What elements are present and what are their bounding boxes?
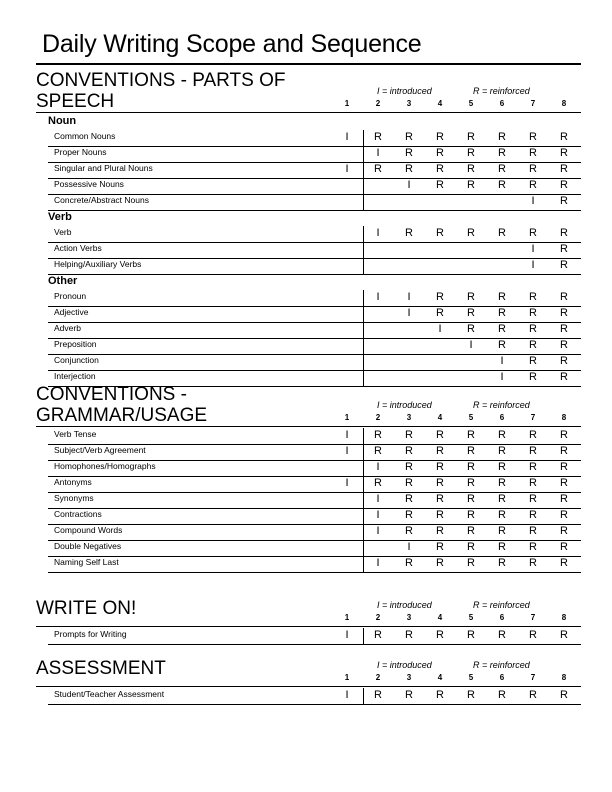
table-row xyxy=(48,162,581,179)
grade-8-mark: R xyxy=(560,307,568,319)
grade-7-mark: R xyxy=(529,355,537,367)
grade-8-mark: R xyxy=(560,291,568,303)
table-row xyxy=(48,428,581,445)
row-label: Concrete/Abstract Nouns xyxy=(54,195,149,205)
table-row xyxy=(48,628,581,645)
grade-8-mark: R xyxy=(560,131,568,143)
grade-7-mark: I xyxy=(531,259,535,271)
grade-4-mark: R xyxy=(436,307,444,319)
grade-2-mark: R xyxy=(374,689,382,701)
grade-6-mark: R xyxy=(498,509,506,521)
grade-5-mark: I xyxy=(469,339,473,351)
row-label: Contractions xyxy=(54,509,102,519)
grade-2-mark: I xyxy=(376,461,380,473)
grade-7-mark: R xyxy=(529,323,537,335)
grade-6-mark: R xyxy=(498,339,506,351)
table-row xyxy=(48,194,581,211)
grade-6-mark: R xyxy=(498,131,506,143)
grade-7-mark: R xyxy=(529,557,537,569)
grade-7-mark: R xyxy=(529,477,537,489)
section-rule xyxy=(36,686,581,687)
grade-3-mark: R xyxy=(405,689,413,701)
row-label: Adjective xyxy=(54,307,89,317)
grade-3-mark: R xyxy=(405,131,413,143)
row-label: Adverb xyxy=(54,323,81,333)
legend-reinforced: R = reinforced xyxy=(473,600,530,610)
section-rule xyxy=(36,426,581,427)
table-row xyxy=(48,688,581,705)
row-label: Proper Nouns xyxy=(54,147,107,157)
grade-header-8: 8 xyxy=(561,99,567,108)
grade-5-mark: R xyxy=(467,291,475,303)
grade-header-8: 8 xyxy=(561,613,567,622)
grade-4-mark: R xyxy=(436,629,444,641)
row-label: Common Nouns xyxy=(54,131,116,141)
grade-header-2: 2 xyxy=(375,413,381,422)
grade-7-mark: R xyxy=(529,179,537,191)
column-separator xyxy=(363,370,364,386)
grade-header-7: 7 xyxy=(530,673,536,682)
group-heading-other: Other xyxy=(48,275,78,287)
grade-6-mark: R xyxy=(498,525,506,537)
grade-2-mark: R xyxy=(374,163,382,175)
grade-5-mark: R xyxy=(467,323,475,335)
column-separator xyxy=(363,556,364,572)
grade-2-mark: R xyxy=(374,477,382,489)
row-label: Homophones/Homographs xyxy=(54,461,156,471)
grade-7-mark: R xyxy=(529,131,537,143)
grade-3-mark: I xyxy=(407,179,411,191)
grade-2-mark: I xyxy=(376,147,380,159)
grade-8-mark: R xyxy=(560,629,568,641)
column-separator xyxy=(363,508,364,524)
row-label: Naming Self Last xyxy=(54,557,119,567)
column-separator xyxy=(363,306,364,322)
grade-header-8: 8 xyxy=(561,413,567,422)
table-row xyxy=(48,290,581,307)
grade-1-mark: I xyxy=(345,445,349,457)
grade-6-mark: R xyxy=(498,557,506,569)
grade-header-5: 5 xyxy=(468,99,474,108)
grade-5-mark: R xyxy=(467,557,475,569)
grade-7-mark: I xyxy=(531,243,535,255)
row-label: Compound Words xyxy=(54,525,123,535)
grade-2-mark: I xyxy=(376,557,380,569)
table-row xyxy=(48,524,581,541)
column-separator xyxy=(363,194,364,210)
grade-8-mark: R xyxy=(560,323,568,335)
grade-header-3: 3 xyxy=(406,413,412,422)
grade-4-mark: R xyxy=(436,291,444,303)
column-separator xyxy=(363,476,364,492)
legend-introduced: I = introduced xyxy=(377,400,432,410)
grade-7-mark: I xyxy=(531,195,535,207)
grade-1-mark: I xyxy=(345,131,349,143)
section-title: GRAMMAR/USAGE xyxy=(36,405,208,426)
grade-header-1: 1 xyxy=(344,413,350,422)
section-title: SPEECH xyxy=(36,91,115,112)
grade-header-6: 6 xyxy=(499,99,505,108)
row-label: Singular and Plural Nouns xyxy=(54,163,153,173)
grade-7-mark: R xyxy=(529,339,537,351)
table-row xyxy=(48,322,581,339)
table-row xyxy=(48,178,581,195)
grade-8-mark: R xyxy=(560,259,568,271)
column-separator xyxy=(363,428,364,444)
legend-introduced: I = introduced xyxy=(377,600,432,610)
grade-6-mark: R xyxy=(498,445,506,457)
grade-3-mark: R xyxy=(405,163,413,175)
grade-header-2: 2 xyxy=(375,613,381,622)
grade-1-mark: I xyxy=(345,477,349,489)
grade-1-mark: I xyxy=(345,429,349,441)
legend-reinforced: R = reinforced xyxy=(473,660,530,670)
grade-8-mark: R xyxy=(560,509,568,521)
grade-6-mark: R xyxy=(498,323,506,335)
grade-4-mark: R xyxy=(436,461,444,473)
row-label: Subject/Verb Agreement xyxy=(54,445,146,455)
grade-8-mark: R xyxy=(560,227,568,239)
grade-2-mark: I xyxy=(376,493,380,505)
section-rule xyxy=(36,626,581,627)
grade-5-mark: R xyxy=(467,147,475,159)
grade-header-3: 3 xyxy=(406,613,412,622)
grade-6-mark: R xyxy=(498,629,506,641)
grade-header-7: 7 xyxy=(530,413,536,422)
grade-6-mark: R xyxy=(498,689,506,701)
grade-5-mark: R xyxy=(467,445,475,457)
grade-8-mark: R xyxy=(560,179,568,191)
grade-5-mark: R xyxy=(467,629,475,641)
grade-header-6: 6 xyxy=(499,413,505,422)
grade-1-mark: I xyxy=(345,629,349,641)
grade-5-mark: R xyxy=(467,179,475,191)
table-row xyxy=(48,354,581,371)
grade-7-mark: R xyxy=(529,291,537,303)
table-row xyxy=(48,444,581,461)
grade-7-mark: R xyxy=(529,429,537,441)
title-divider xyxy=(36,63,581,65)
table-row xyxy=(48,556,581,573)
grade-2-mark: R xyxy=(374,429,382,441)
grade-8-mark: R xyxy=(560,243,568,255)
column-separator xyxy=(363,290,364,306)
grade-6-mark: R xyxy=(498,291,506,303)
grade-header-5: 5 xyxy=(468,413,474,422)
grade-header-6: 6 xyxy=(499,613,505,622)
grade-4-mark: R xyxy=(436,445,444,457)
row-label: Synonyms xyxy=(54,493,94,503)
grade-header-2: 2 xyxy=(375,99,381,108)
grade-3-mark: I xyxy=(407,541,411,553)
grade-header-1: 1 xyxy=(344,613,350,622)
row-label: Helping/Auxiliary Verbs xyxy=(54,259,142,269)
grade-4-mark: R xyxy=(436,429,444,441)
column-separator xyxy=(363,688,364,704)
grade-6-mark: R xyxy=(498,477,506,489)
grade-8-mark: R xyxy=(560,195,568,207)
grade-3-mark: I xyxy=(407,307,411,319)
row-label: Student/Teacher Assessment xyxy=(54,689,165,699)
grade-header-6: 6 xyxy=(499,673,505,682)
grade-6-mark: I xyxy=(500,355,504,367)
section-title: CONVENTIONS - PARTS OF xyxy=(36,70,286,91)
grade-7-mark: R xyxy=(529,147,537,159)
grade-header-2: 2 xyxy=(375,673,381,682)
table-row xyxy=(48,338,581,355)
grade-8-mark: R xyxy=(560,445,568,457)
grade-4-mark: R xyxy=(436,131,444,143)
grade-6-mark: R xyxy=(498,493,506,505)
column-separator xyxy=(363,540,364,556)
grade-3-mark: R xyxy=(405,525,413,537)
grade-8-mark: R xyxy=(560,429,568,441)
grade-4-mark: R xyxy=(436,227,444,239)
column-separator xyxy=(363,338,364,354)
row-label: Pronoun xyxy=(54,291,87,301)
grade-2-mark: R xyxy=(374,131,382,143)
grade-7-mark: R xyxy=(529,307,537,319)
table-row xyxy=(48,306,581,323)
column-separator xyxy=(363,444,364,460)
legend-introduced: I = introduced xyxy=(377,86,432,96)
grade-8-mark: R xyxy=(560,461,568,473)
table-row xyxy=(48,146,581,163)
column-separator xyxy=(363,226,364,242)
grade-header-7: 7 xyxy=(530,99,536,108)
column-separator xyxy=(363,146,364,162)
grade-4-mark: R xyxy=(436,689,444,701)
column-separator xyxy=(363,130,364,146)
grade-header-8: 8 xyxy=(561,673,567,682)
column-separator xyxy=(363,258,364,274)
row-label: Preposition xyxy=(54,339,97,349)
row-label: Antonyms xyxy=(54,477,92,487)
row-label: Possessive Nouns xyxy=(54,179,124,189)
grade-5-mark: R xyxy=(467,509,475,521)
column-separator xyxy=(363,354,364,370)
grade-4-mark: R xyxy=(436,163,444,175)
grade-4-mark: R xyxy=(436,147,444,159)
grade-5-mark: R xyxy=(467,461,475,473)
grade-6-mark: R xyxy=(498,227,506,239)
grade-7-mark: R xyxy=(529,371,537,383)
grade-5-mark: R xyxy=(467,541,475,553)
table-row xyxy=(48,540,581,557)
row-label: Conjunction xyxy=(54,355,99,365)
grade-5-mark: R xyxy=(467,689,475,701)
grade-6-mark: R xyxy=(498,429,506,441)
grade-header-5: 5 xyxy=(468,673,474,682)
column-separator xyxy=(363,162,364,178)
grade-2-mark: I xyxy=(376,291,380,303)
grade-7-mark: R xyxy=(529,541,537,553)
grade-2-mark: R xyxy=(374,629,382,641)
grade-8-mark: R xyxy=(560,557,568,569)
grade-2-mark: I xyxy=(376,525,380,537)
grade-5-mark: R xyxy=(467,307,475,319)
grade-2-mark: R xyxy=(374,445,382,457)
page-title: Daily Writing Scope and Sequence xyxy=(42,30,422,58)
grade-header-4: 4 xyxy=(437,613,443,622)
grade-4-mark: I xyxy=(438,323,442,335)
grade-header-3: 3 xyxy=(406,99,412,108)
grade-1-mark: I xyxy=(345,163,349,175)
table-row xyxy=(48,226,581,243)
grade-7-mark: R xyxy=(529,689,537,701)
grade-2-mark: I xyxy=(376,509,380,521)
table-row xyxy=(48,130,581,147)
grade-6-mark: R xyxy=(498,179,506,191)
column-separator xyxy=(363,492,364,508)
grade-3-mark: R xyxy=(405,477,413,489)
section-title: CONVENTIONS - xyxy=(36,384,187,405)
grade-6-mark: R xyxy=(498,541,506,553)
row-label: Verb xyxy=(54,227,72,237)
column-separator xyxy=(363,628,364,644)
group-heading-verb: Verb xyxy=(48,211,72,223)
row-label: Interjection xyxy=(54,371,96,381)
grade-7-mark: R xyxy=(529,445,537,457)
grade-3-mark: R xyxy=(405,445,413,457)
grade-7-mark: R xyxy=(529,493,537,505)
grade-header-1: 1 xyxy=(344,673,350,682)
grade-8-mark: R xyxy=(560,541,568,553)
grade-5-mark: R xyxy=(467,477,475,489)
grade-8-mark: R xyxy=(560,689,568,701)
grade-header-4: 4 xyxy=(437,673,443,682)
group-heading-noun: Noun xyxy=(48,115,77,127)
grade-8-mark: R xyxy=(560,147,568,159)
grade-4-mark: R xyxy=(436,557,444,569)
grade-3-mark: I xyxy=(407,291,411,303)
grade-5-mark: R xyxy=(467,429,475,441)
grade-5-mark: R xyxy=(467,227,475,239)
grade-8-mark: R xyxy=(560,355,568,367)
grade-8-mark: R xyxy=(560,493,568,505)
grade-8-mark: R xyxy=(560,477,568,489)
grade-7-mark: R xyxy=(529,629,537,641)
grade-6-mark: R xyxy=(498,163,506,175)
grade-header-7: 7 xyxy=(530,613,536,622)
table-row xyxy=(48,460,581,477)
column-separator xyxy=(363,524,364,540)
legend-introduced: I = introduced xyxy=(377,660,432,670)
column-separator xyxy=(363,178,364,194)
grade-3-mark: R xyxy=(405,629,413,641)
grade-4-mark: R xyxy=(436,525,444,537)
grade-1-mark: I xyxy=(345,689,349,701)
section-title: WRITE ON! xyxy=(36,598,137,619)
grade-5-mark: R xyxy=(467,525,475,537)
grade-5-mark: R xyxy=(467,163,475,175)
table-row xyxy=(48,492,581,509)
grade-7-mark: R xyxy=(529,509,537,521)
column-separator xyxy=(363,322,364,338)
grade-6-mark: R xyxy=(498,307,506,319)
grade-header-4: 4 xyxy=(437,99,443,108)
column-separator xyxy=(363,460,364,476)
grade-7-mark: R xyxy=(529,461,537,473)
grade-8-mark: R xyxy=(560,525,568,537)
grade-header-5: 5 xyxy=(468,613,474,622)
grade-6-mark: R xyxy=(498,147,506,159)
table-row xyxy=(48,258,581,275)
grade-7-mark: R xyxy=(529,227,537,239)
grade-8-mark: R xyxy=(560,371,568,383)
section-rule xyxy=(36,112,581,113)
grade-4-mark: R xyxy=(436,493,444,505)
row-label: Prompts for Writing xyxy=(54,629,127,639)
row-label: Verb Tense xyxy=(54,429,97,439)
table-row xyxy=(48,508,581,525)
legend-reinforced: R = reinforced xyxy=(473,86,530,96)
grade-3-mark: R xyxy=(405,461,413,473)
grade-7-mark: R xyxy=(529,163,537,175)
legend-reinforced: R = reinforced xyxy=(473,400,530,410)
grade-header-4: 4 xyxy=(437,413,443,422)
grade-header-1: 1 xyxy=(344,99,350,108)
row-label: Double Negatives xyxy=(54,541,122,551)
table-row xyxy=(48,242,581,259)
grade-4-mark: R xyxy=(436,509,444,521)
grade-6-mark: I xyxy=(500,371,504,383)
grade-3-mark: R xyxy=(405,227,413,239)
grade-8-mark: R xyxy=(560,339,568,351)
grade-3-mark: R xyxy=(405,493,413,505)
grade-4-mark: R xyxy=(436,179,444,191)
row-label: Action Verbs xyxy=(54,243,102,253)
column-separator xyxy=(363,242,364,258)
grade-3-mark: R xyxy=(405,147,413,159)
grade-8-mark: R xyxy=(560,163,568,175)
grade-2-mark: I xyxy=(376,227,380,239)
grade-4-mark: R xyxy=(436,477,444,489)
grade-6-mark: R xyxy=(498,461,506,473)
grade-3-mark: R xyxy=(405,557,413,569)
section-title: ASSESSMENT xyxy=(36,658,166,679)
table-row xyxy=(48,476,581,493)
grade-5-mark: R xyxy=(467,493,475,505)
grade-4-mark: R xyxy=(436,541,444,553)
grade-5-mark: R xyxy=(467,131,475,143)
grade-7-mark: R xyxy=(529,525,537,537)
grade-3-mark: R xyxy=(405,429,413,441)
grade-header-3: 3 xyxy=(406,673,412,682)
grade-3-mark: R xyxy=(405,509,413,521)
